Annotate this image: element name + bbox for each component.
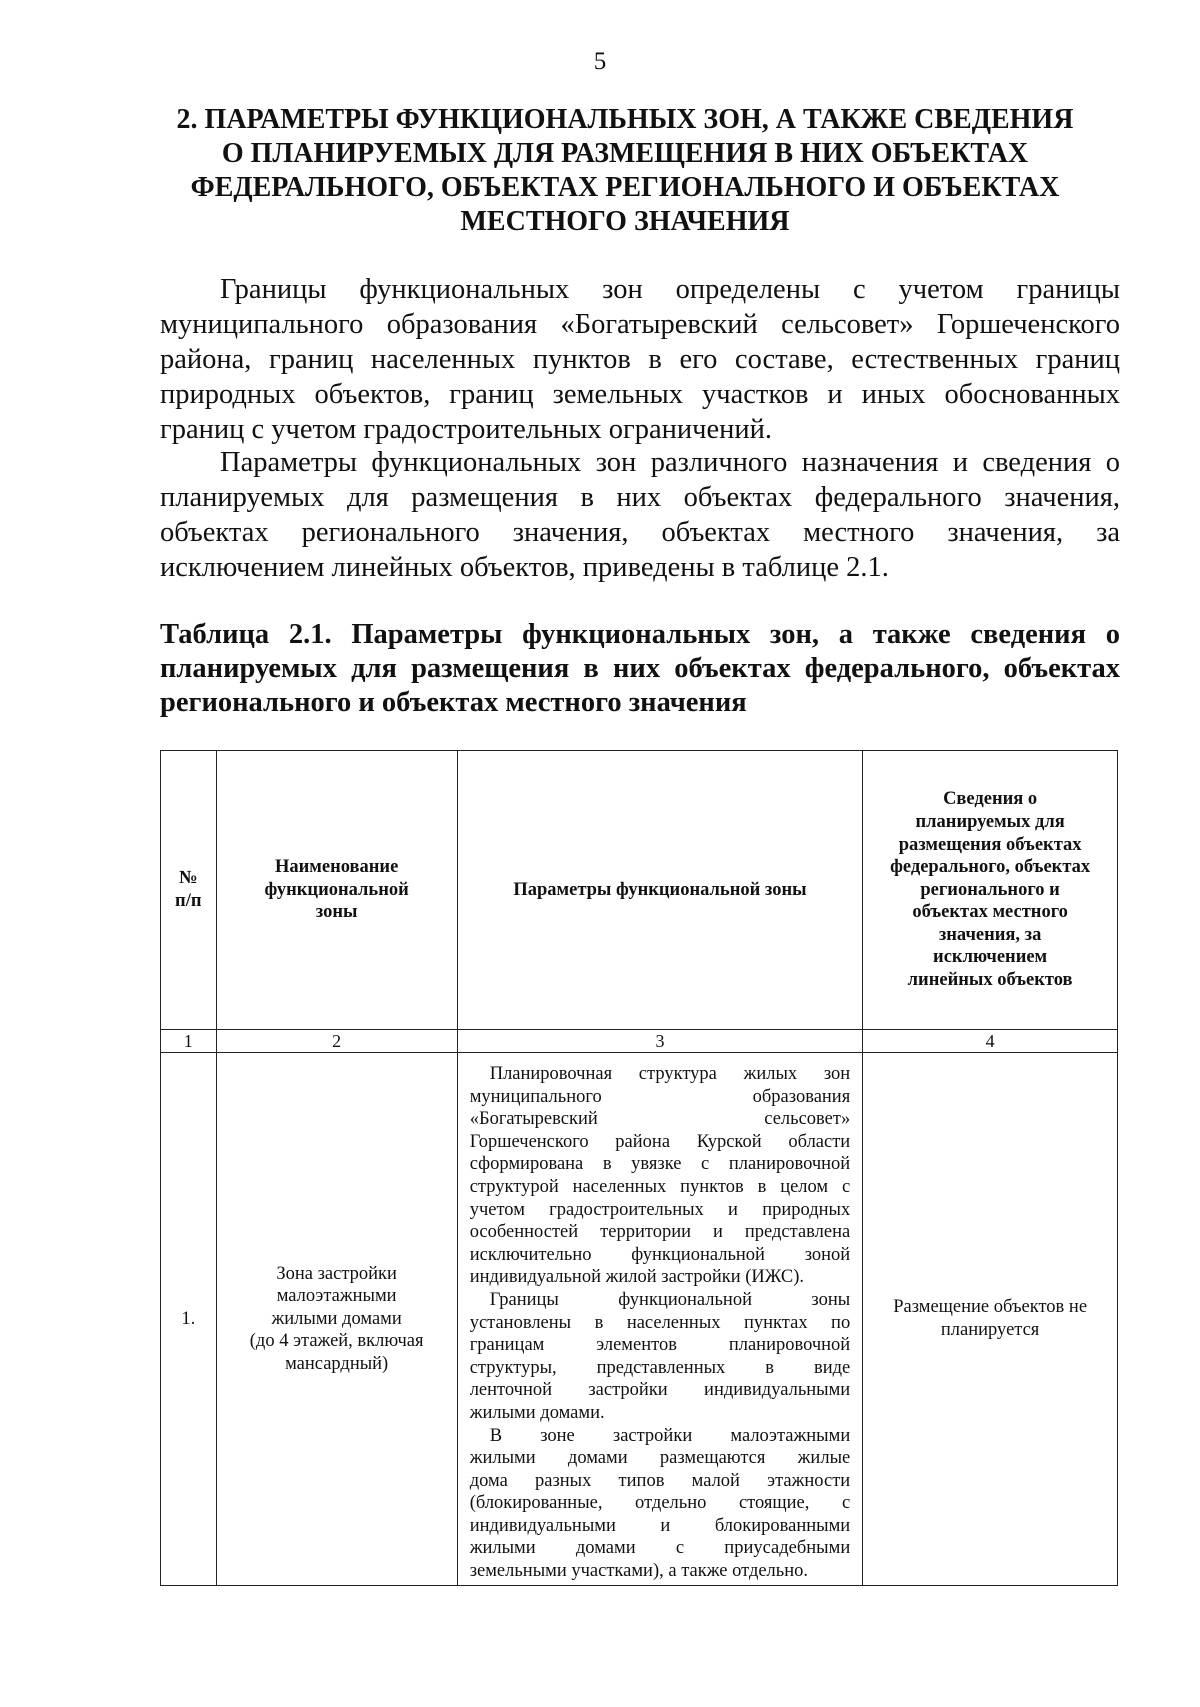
zone-params-line: Границы функциональной зоны <box>489 1289 851 1310</box>
header-text: линейных объектов <box>907 970 1073 991</box>
zone-name-cell <box>216 1053 457 1586</box>
header-text: объектах местного <box>912 902 1068 923</box>
zone-params-line: сформирована в увязке с планировочной <box>469 1154 851 1175</box>
header-text: Наименование <box>274 857 399 878</box>
header-planned-objects <box>863 751 1118 1030</box>
header-text: исключением <box>933 947 1048 968</box>
section-title-line: ФЕДЕРАЛЬНОГО, ОБЪЕКТАХ РЕГИОНАЛЬНОГО И ОБЪЕКТАХ <box>190 172 1060 203</box>
section-title-line: О ПЛАНИРУЕМЫХ ДЛЯ РАЗМЕЩЕНИЯ В НИХ ОБЪЕКТАХ <box>221 138 1029 169</box>
column-number: 1 <box>161 1030 217 1053</box>
header-text: зоны <box>315 902 358 923</box>
paragraph-line: Параметры функциональных зон различного назначения и сведения о <box>220 447 1120 478</box>
zone-name-line: малоэтажными <box>276 1286 397 1307</box>
header-text: значения, за <box>938 924 1042 945</box>
row-number: 1. <box>161 1053 217 1586</box>
paragraph-line: Границы функциональных зон определены с учетом границы <box>220 274 1120 305</box>
column-number: 4 <box>863 1030 1118 1053</box>
zone-params-line: исключительно функциональной зоной <box>469 1244 851 1265</box>
header-text: регионального и <box>920 879 1060 900</box>
planned-objects-line: планируется <box>940 1320 1040 1340</box>
zone-params-line: В зоне застройки малоэтажными <box>489 1425 851 1446</box>
planned-objects-line: Размещение объектов не <box>893 1297 1088 1318</box>
paragraph-line: муниципального образования «Богатыревский сельсовет» Горшеченского <box>160 309 1120 340</box>
planned-objects-cell <box>863 1053 1118 1586</box>
zone-name-line: (до 4 этажей, включая <box>249 1331 424 1352</box>
zone-params-line: дома разных типов малой этажности <box>469 1470 851 1491</box>
zone-params-text <box>470 1063 851 1583</box>
paragraph-parameters <box>160 445 1120 585</box>
column-number: 3 <box>457 1030 863 1053</box>
zone-params-line: учетом градостроительных и природных <box>469 1199 851 1220</box>
header-text: планируемых для <box>915 811 1065 832</box>
table-caption-line: регионального и объектах местного значения <box>160 687 747 718</box>
section-title-line: МЕСТНОГО ЗНАЧЕНИЯ <box>460 206 790 237</box>
column-number: 2 <box>216 1030 457 1053</box>
table-header-row <box>161 751 1118 1030</box>
zone-params-line: ленточной застройки индивидуальными <box>469 1380 851 1401</box>
column-number-row <box>161 1030 1118 1053</box>
header-text: Сведения о <box>943 789 1038 810</box>
zone-name-line: мансардный) <box>285 1353 389 1374</box>
zone-params-line: земельными участками), а также отдельно. <box>469 1561 809 1582</box>
zone-params-line: муниципального образования <box>469 1086 851 1107</box>
zone-params-line: Планировочная структура жилых зон <box>489 1064 851 1084</box>
header-num <box>161 751 217 1030</box>
paragraph-line: района, границ населенных пунктов в его составе, естественных границ <box>160 344 1120 375</box>
table-caption-line: Таблица 2.1. Параметры функциональных зон, а также сведения о <box>160 619 1120 650</box>
table-caption-line: планируемых для размещения в них объектах федерального, объектах <box>160 653 1120 684</box>
zone-params-line: границам элементов планировочной <box>469 1335 851 1356</box>
zone-params-line: жилыми домами размещаются жилые <box>469 1448 851 1469</box>
zone-params-line: жилыми домами. <box>469 1402 605 1423</box>
zone-params-cell <box>457 1053 863 1586</box>
zone-params-line: Горшеченского района Курской области <box>469 1131 851 1152</box>
zone-params-line: жилыми домами с приусадебными <box>469 1538 851 1559</box>
header-text: Параметры функциональной зоны <box>513 879 807 900</box>
section-title-line: 2. ПАРАМЕТРЫ ФУНКЦИОНАЛЬНЫХ ЗОН, А ТАКЖЕ СВЕДЕНИЯ <box>176 104 1074 135</box>
zone-params-line: индивидуальными и блокированными <box>469 1515 851 1536</box>
zone-params-line: индивидуальной жилой застройки (ИЖС). <box>469 1267 804 1288</box>
zones-table <box>160 750 1118 1586</box>
zone-params-line: особенностей территории и представлена <box>469 1222 851 1243</box>
paragraph-line: исключением линейных объектов, приведены в таблице 2.1. <box>160 552 889 583</box>
table-caption <box>160 618 1120 720</box>
page-number: 5 <box>593 48 607 75</box>
header-text: федерального, объектах <box>890 857 1091 878</box>
zone-params-line: структуры, представленных в виде <box>469 1357 851 1378</box>
header-text: размещения объектах <box>898 834 1082 855</box>
header-text: № <box>178 868 198 889</box>
table-row <box>161 1053 1118 1586</box>
zone-params-line: установлены в населенных пунктах по <box>469 1312 851 1333</box>
zone-params-line: структурой населенных пунктов в целом с <box>469 1176 851 1197</box>
paragraph-line: планируемых для размещения в них объектах федерального значения, <box>160 482 1120 513</box>
header-zone-params <box>457 751 863 1030</box>
header-text: п/п <box>175 891 202 911</box>
zone-params-line: «Богатыревский сельсовет» <box>469 1109 851 1130</box>
section-title <box>150 103 1100 239</box>
zone-name-line: Зона застройки <box>276 1263 397 1284</box>
header-zone-name <box>216 751 457 1030</box>
zone-params-line: (блокированные, отдельно стоящие, с <box>469 1493 851 1514</box>
zone-name-line: жилыми домами <box>271 1308 402 1329</box>
paragraph-boundaries <box>160 272 1120 447</box>
paragraph-line: объектах регионального значения, объектах местного значения, за <box>160 517 1120 548</box>
header-text: функциональной <box>264 879 409 900</box>
paragraph-line: границ с учетом градостроительных ограничений. <box>160 414 772 445</box>
paragraph-line: природных объектов, границ земельных участков и иных обоснованных <box>160 379 1120 410</box>
